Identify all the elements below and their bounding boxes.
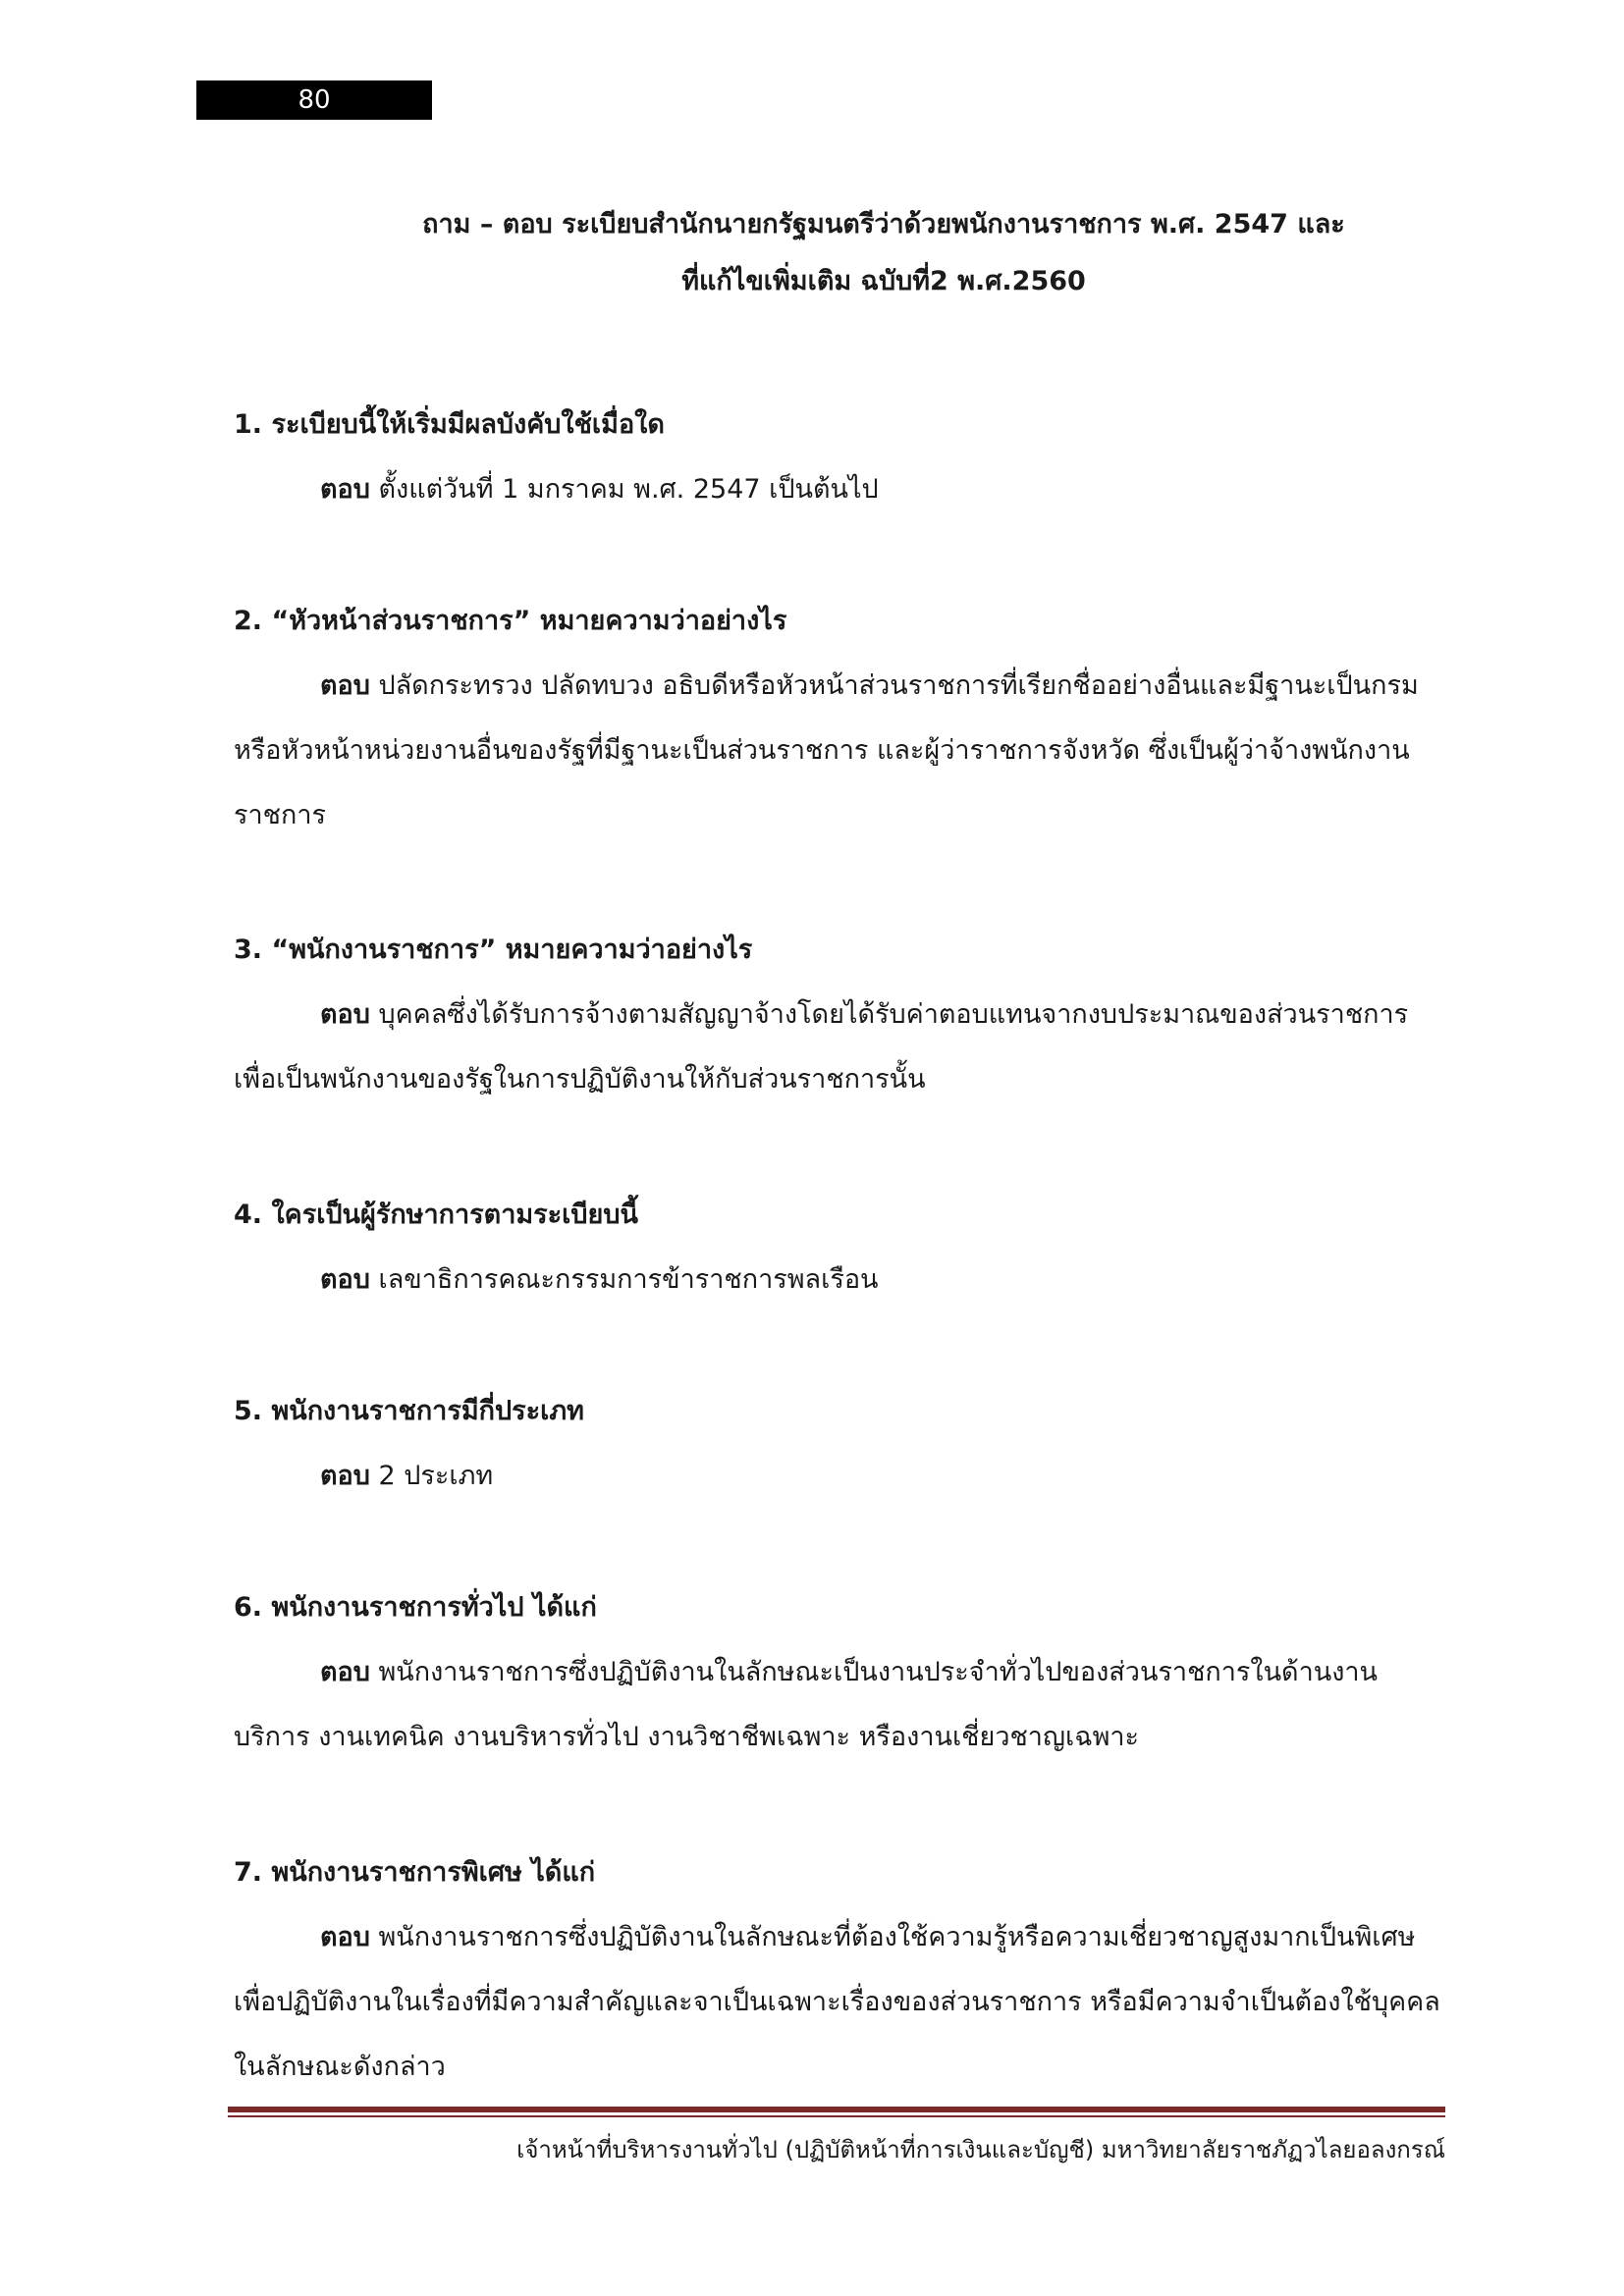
qa-item-5 (234, 1379, 1441, 1509)
question-5: 5. พนักงานราชการมีกี่ประเภท (234, 1396, 584, 1426)
answer-text: พนักงานราชการซึ่งปฏิบัติงานในลักษณะที่ต้องใช้ความรู้หรือความเชี่ยวชาญสูงมากเป็นพิเศษเพื่อปฏิบัติงานในเรื่องที่มีความสำคัญและจาเป็นเฉพาะเรื่องของส่วนราชการ หรือมีความจำเป็นต้องใช้บุคคลในลักษณะดังกล่าว (234, 1922, 1440, 2082)
answer-7 (234, 1905, 1441, 2100)
qa-item-3 (234, 918, 1441, 1112)
qa-item-7 (234, 1841, 1441, 2100)
question-4: 4. ใครเป็นผู้รักษาการตามระเบียบนี้ (234, 1200, 638, 1230)
qa-item-2 (234, 589, 1441, 848)
answer-6 (234, 1640, 1441, 1770)
answer-text: พนักงานราชการซึ่งปฏิบัติงานในลักษณะเป็นงานประจำทั่วไปของส่วนราชการในด้านงานบริการ งานเทคนิค งานบริหารทั่วไป งานวิชาชีพเฉพาะ หรืองานเชี่ยวชาญเฉพาะ (234, 1657, 1378, 1752)
answer-text: ตั้งแต่วันที่ 1 มกราคม พ.ศ. 2547 เป็นต้นไป (378, 474, 879, 505)
document-title (236, 196, 1532, 310)
answer-2 (234, 654, 1441, 848)
answer-label: ตอบ (320, 999, 370, 1030)
footer-rule-thick (228, 2107, 1445, 2112)
question-6: 6. พนักงานราชการทั่วไป ได้แก่ (234, 1592, 597, 1623)
question-7: 7. พนักงานราชการพิเศษ ได้แก่ (234, 1857, 596, 1888)
answer-label: ตอบ (320, 1264, 370, 1295)
answer-text: บุคคลซึ่งได้รับการจ้างตามสัญญาจ้างโดยได้รับค่าตอบแทนจากงบประมาณของส่วนราชการเพื่อเป็นพนักงานของรัฐในการปฏิบัติงานให้กับส่วนราชการนั้น (234, 999, 1409, 1095)
title-line-1: ถาม – ตอบ ระเบียบสำนักนายกรัฐมนตรีว่าด้วยพนักงานราชการ พ.ศ. 2547 และ (422, 209, 1345, 240)
title-line-2: ที่แก้ไขเพิ่มเติม ฉบับที่2 พ.ศ.2560 (681, 266, 1086, 296)
answer-1 (234, 457, 1441, 522)
question-3: 3. “พนักงานราชการ” หมายความว่าอย่างไร (234, 934, 753, 965)
qa-item-6 (234, 1575, 1441, 1770)
answer-text: ปลัดกระทรวง ปลัดทบวง อธิบดีหรือหัวหน้าส่วนราชการที่เรียกชื่ออย่างอื่นและมีฐานะเป็นกรม หรือหัวหน้าหน่วยงานอื่นของรัฐที่มีฐานะเป็นส่วนราชการ และผู้ว่าราชการจังหวัด ซึ่งเป็นผู้ว่าจ้างพนักงานราชการ (234, 670, 1419, 830)
answer-text: 2 ประเภท (378, 1461, 494, 1491)
answer-3 (234, 983, 1441, 1112)
answer-4 (234, 1248, 1441, 1312)
footer-rule-thin (228, 2115, 1445, 2117)
qa-item-1 (234, 393, 1441, 522)
answer-label: ตอบ (320, 1657, 370, 1687)
question-1: 1. ระเบียบนี้ให้เริ่มมีผลบังคับใช้เมื่อใด (234, 409, 665, 440)
answer-label: ตอบ (320, 670, 370, 701)
answer-5 (234, 1444, 1441, 1509)
qa-item-4 (234, 1183, 1441, 1312)
answer-text: เลขาธิการคณะกรรมการข้าราชการพลเรือน (378, 1264, 879, 1295)
page-footer: เจ้าหน้าที่บริหารงานทั่วไป (ปฏิบัติหน้าที่การเงินและบัญชี) มหาวิทยาลัยราชภัฏวไลยอลงกรณ์ (516, 2136, 1445, 2163)
answer-label: ตอบ (320, 1922, 370, 1952)
answer-label: ตอบ (320, 1461, 370, 1491)
page-number: 80 (196, 80, 432, 120)
answer-label: ตอบ (320, 474, 370, 505)
question-2: 2. “หัวหน้าส่วนราชการ” หมายความว่าอย่างไร (234, 606, 787, 636)
